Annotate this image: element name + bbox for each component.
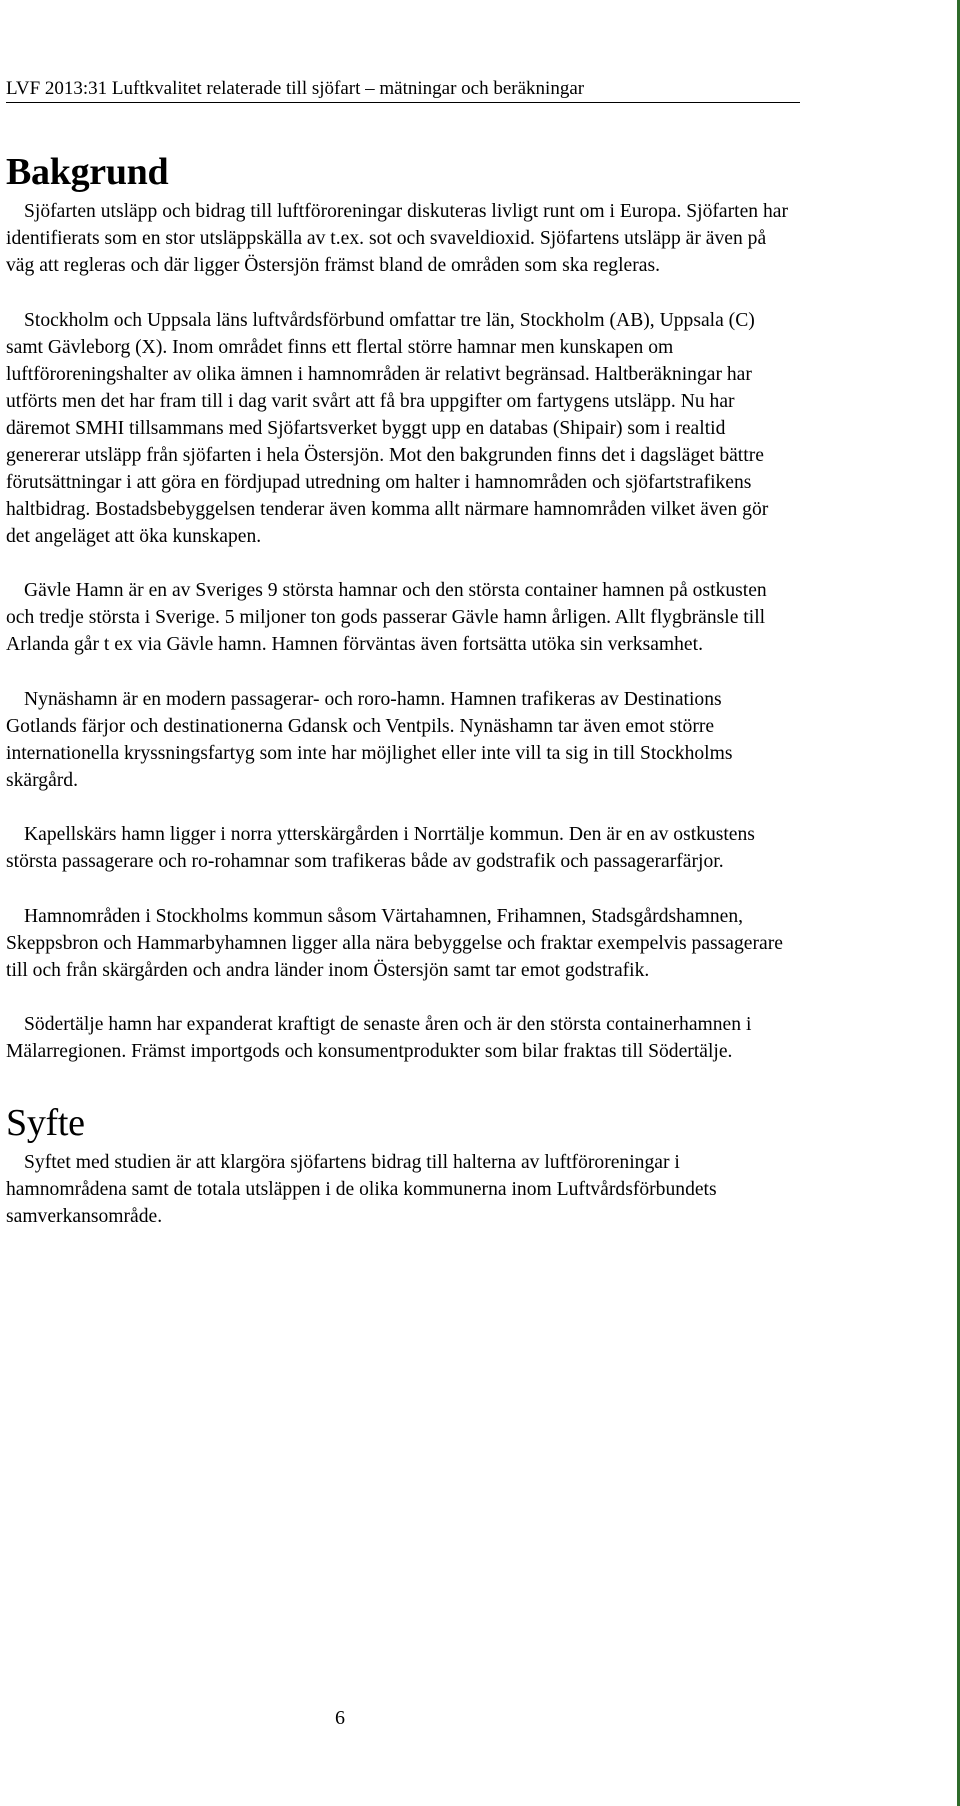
running-header: LVF 2013:31 Luftkvalitet relaterade till sjöfart – mätningar och beräkningar xyxy=(6,77,800,103)
section-bakgrund xyxy=(6,150,796,1065)
section-heading-syfte: Syfte xyxy=(6,1102,85,1144)
paragraph-syfte: Syftet med studien är att klargöra sjöfartens bidrag till halterna av luftföroreningar i hamnområdena samt de totala utsläppen i de olika kommunerna inom Luftvårdsförbundets samverkansområde. xyxy=(6,1152,717,1227)
paragraph-nynashamn: Nynäshamn är en modern passagerar- och roro-hamn. Hamnen trafikeras av Destinations Gotlands färjor och destinationerna Gdansk och Ventpils. Nynäshamn tar även emot större internationella kryssningsfartyg som inte har möjlighet eller inte vill ta sig in till Stockholms skärgård. xyxy=(6,688,733,791)
paragraph-stockholms-hamnar: Hamnområden i Stockholms kommun såsom Värtahamnen, Frihamnen, Stadsgårdshamnen, Skeppsbron och Hammarbyhamnen ligger alla nära bebyggelse och fraktar exempelvis passagerare till och från skärgården och andra länder inom Östersjön samt tar emot godstrafik. xyxy=(6,905,783,981)
paragraph-gavle-hamn: Gävle Hamn är en av Sveriges 9 största hamnar och den största container hamnen på ostkusten och tredje största i Sverige. 5 miljoner ton gods passerar Gävle hamn årligen. Allt flygbränsle till Arlanda går t ex via Gävle hamn. Hamnen förväntas även fortsätta utöka sin verksamhet. xyxy=(6,580,767,655)
page-number: 6 xyxy=(335,1707,345,1729)
section-syfte xyxy=(6,1101,796,1230)
paragraph-luftvardsforbund: Stockholm och Uppsala läns luftvårdsförbund omfattar tre län, Stockholm (AB), Uppsala (C) samt Gävleborg (X). Inom området finns ett flertal större hamnar men kunskapen om luftföroreningshalter av olika ämnen i hamnområden är relativt begränsad. Haltberäkningar har utförts men det har fram till i dag varit svårt att få bra uppgifter om fartygens utsläpp. Nu har däremot SMHI tillsammans med Sjöfartsverket byggt upp en databas (Shipair) som i realtid genererar utsläpp från sjöfarten i hela Östersjön. Mot den bakgrunden finns det i dagsläget bättre förutsättningar i att göra en fördjupad utredning om halter i hamnområden och sjöfartstrafikens haltbidrag. Bostadsbebyggelsen tenderar även komma allt närmare hamnområden vilket även gör det angeläget att öka kunskapen. xyxy=(6,309,769,547)
paragraph-kapellskar: Kapellskärs hamn ligger i norra ytterskärgården i Norrtälje kommun. Den är en av ostkustens största passagerare och ro-rohamnar som trafikeras både av godstrafik och passagerarfärjor. xyxy=(6,824,755,872)
paragraph-sjofartens-utslapp: Sjöfarten utsläpp och bidrag till luftföroreningar diskuteras livligt runt om i Europa. Sjöfarten har identifierats som en stor utsläppskälla av t.ex. sot och svaveldioxid. Sjöfartens utsläpp är även på väg att regleras och där ligger Östersjön främst bland de områden som ska regleras. xyxy=(6,201,788,276)
paragraph-sodertalje: Södertälje hamn har expanderat kraftigt de senaste åren och är den största containerhamnen i Mälarregionen. Främst importgods och konsumentprodukter som bilar fraktas till Södertälje. xyxy=(6,1014,752,1062)
section-heading-bakgrund: Bakgrund xyxy=(6,151,169,193)
page-content xyxy=(6,150,796,1230)
